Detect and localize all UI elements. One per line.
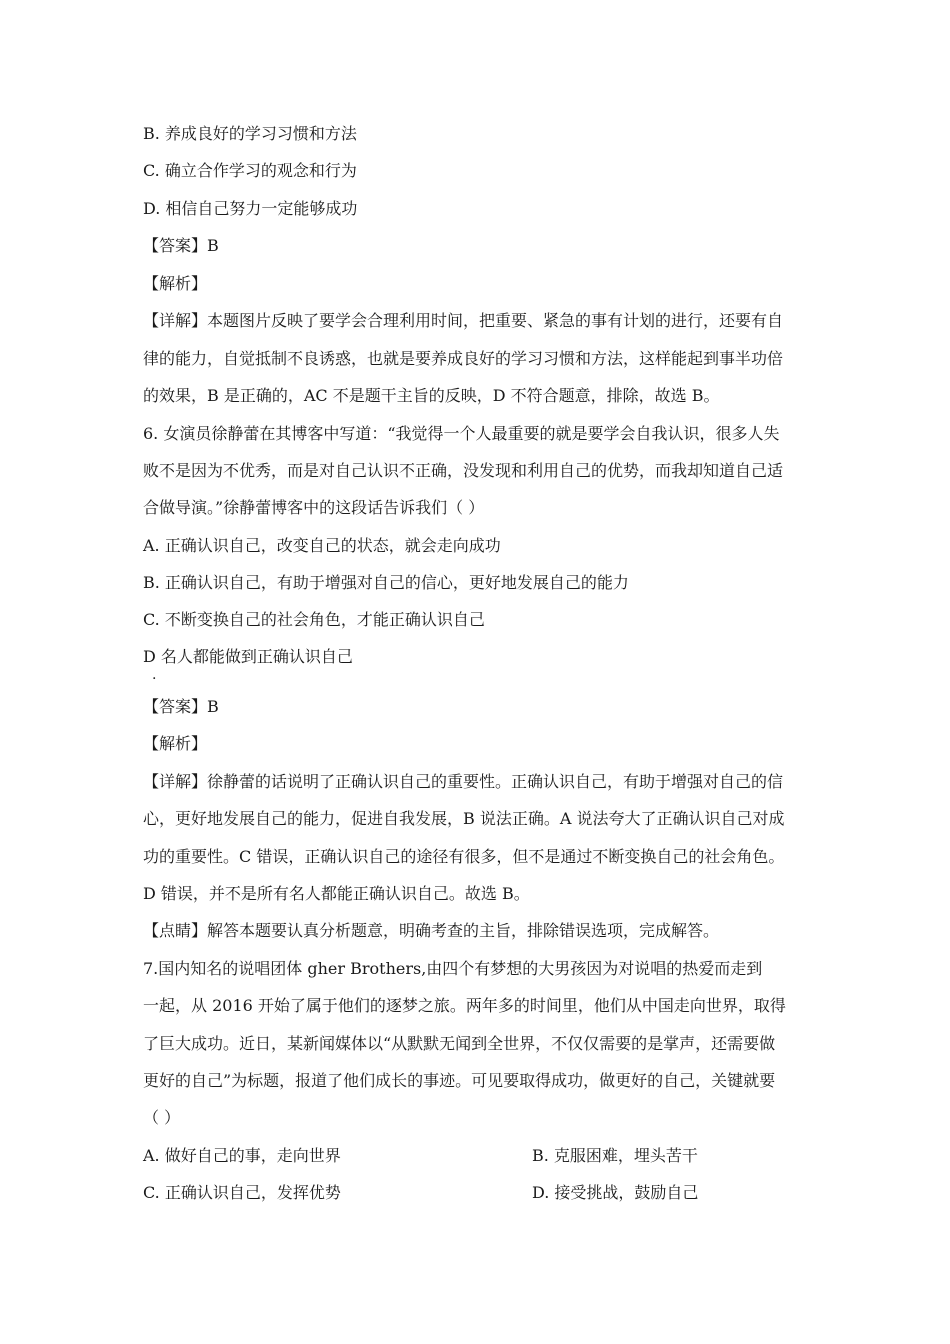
q5-detail-line-1: 【详解】本题图片反映了要学会合理利用时间，把重要、紧急的事有计划的进行，还要有自 bbox=[143, 311, 784, 330]
q6-answer: 【答案】B bbox=[143, 697, 219, 716]
q7-stem-line-2: 一起，从 2016 开始了属于他们的逐梦之旅。两年多的时间里，他们从中国走向世界，取得 bbox=[143, 996, 786, 1015]
q6-option-a: A. 正确认识自己，改变自己的状态，就会走向成功 bbox=[143, 536, 501, 555]
q6-option-d: D 名人都能做到正确认识自己 bbox=[143, 647, 353, 666]
q6-detail-line-2: 心，更好地发展自己的能力，促进自我发展，B 说法正确。A 说法夸大了正确认识自己对成 bbox=[143, 809, 785, 828]
q7-option-c: C. 正确认识自己，发挥优势 bbox=[143, 1183, 341, 1202]
q6-detail-line-4: D 错误，并不是所有名人都能正确认识自己。故选 B。 bbox=[143, 884, 530, 903]
q5-detail-line-3: 的效果，B 是正确的，AC 不是题干主旨的反映，D 不符合题意，排除，故选 B。 bbox=[143, 386, 720, 405]
q6-detail-line-1: 【详解】徐静蕾的话说明了正确认识自己的重要性。正确认识自己，有助于增强对自己的信 bbox=[143, 772, 784, 791]
q6-tip: 【点睛】解答本题要认真分析题意，明确考查的主旨，排除错误选项，完成解答。 bbox=[143, 921, 720, 940]
q7-option-b: B. 克服困难，埋头苦干 bbox=[532, 1146, 698, 1165]
q5-detail-line-2: 律的能力，自觉抵制不良诱惑，也就是要养成良好的学习习惯和方法，这样能起到事半功倍 bbox=[143, 349, 784, 368]
stray-dot: . bbox=[152, 667, 157, 683]
q7-option-d: D. 接受挑战，鼓励自己 bbox=[532, 1183, 699, 1202]
q6-stem-line-3: 合做导演。”徐静蕾博客中的这段话告诉我们（ ） bbox=[143, 498, 485, 517]
q6-analysis-label: 【解析】 bbox=[143, 734, 208, 753]
q5-analysis-label: 【解析】 bbox=[143, 274, 208, 293]
q6-stem-line-1: 6. 女演员徐静蕾在其博客中写道：“我觉得一个人最重要的就是要学会自我认识，很多人失 bbox=[143, 424, 780, 443]
q7-stem-line-3: 了巨大成功。近日，某新闻媒体以“从默默无闻到全世界，不仅仅需要的是掌声，还需要做 bbox=[143, 1034, 776, 1053]
q5-option-d: D. 相信自己努力一定能够成功 bbox=[143, 199, 358, 218]
q7-stem-line-1: 7.国内知名的说唱团体 gher Brothers,由四个有梦想的大男孩因为对说唱的热爱而走到 bbox=[143, 959, 763, 978]
q7-stem-line-5: （ ） bbox=[143, 1108, 181, 1127]
q5-option-c: C. 确立合作学习的观念和行为 bbox=[143, 161, 357, 180]
q6-option-b: B. 正确认识自己，有助于增强对自己的信心，更好地发展自己的能力 bbox=[143, 573, 629, 592]
q7-option-a: A. 做好自己的事，走向世界 bbox=[143, 1146, 341, 1165]
q6-option-c: C. 不断变换自己的社会角色，才能正确认识自己 bbox=[143, 610, 485, 629]
q7-stem-line-4: 更好的自己”为标题，报道了他们成长的事迹。可见要取得成功，做更好的自己，关键就要 bbox=[143, 1071, 776, 1090]
q6-stem-line-2: 败不是因为不优秀，而是对自己认识不正确，没发现和利用自己的优势，而我却知道自己适 bbox=[143, 461, 784, 480]
q5-answer: 【答案】B bbox=[143, 236, 219, 255]
q5-option-b: B. 养成良好的学习习惯和方法 bbox=[143, 124, 357, 143]
q6-detail-line-3: 功的重要性。C 错误，正确认识自己的途径有很多，但不是通过不断变换自己的社会角色。 bbox=[143, 847, 785, 866]
